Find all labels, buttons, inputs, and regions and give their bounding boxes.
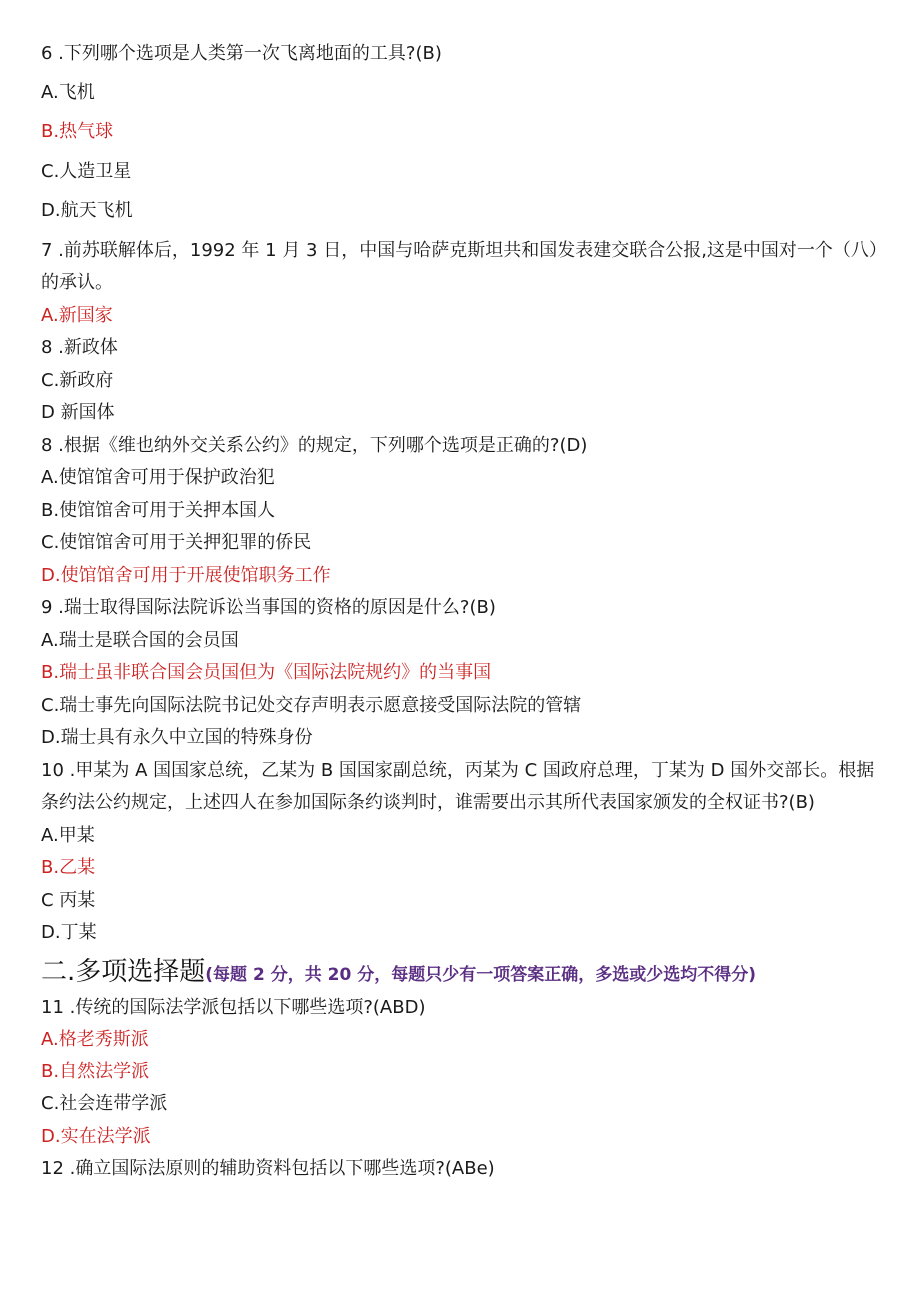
option-c: C.社会连带学派 — [41, 1093, 168, 1114]
option-a: A.使馆馆舍可用于保护政治犯 — [41, 467, 275, 488]
question-6: 6 .下列哪个选项是人类第一次飞离地面的工具?(B) — [41, 43, 442, 64]
section-title: 二.多项选择题 — [41, 957, 206, 987]
question-9: 9 .瑞士取得国际法院诉讼当事国的资格的原因是什么?(B) — [41, 597, 496, 618]
option-a: A.瑞士是联合国的会员国 — [41, 630, 239, 651]
question-11: 11 .传统的国际法学派包括以下哪些选项?(ABD) — [41, 997, 426, 1018]
option-c: C 丙某 — [41, 890, 96, 911]
option-d-answer: D.使馆馆舍可用于开展使馆职务工作 — [41, 565, 331, 586]
section-header — [41, 954, 880, 993]
option-a: A.甲某 — [41, 825, 95, 846]
option-b-answer: B.瑞士虽非联合国会员国但为《国际法院规约》的当事国 — [41, 662, 492, 683]
option-c: C.使馆馆舍可用于关押犯罪的侨民 — [41, 532, 312, 553]
option-b: B.使馆馆舍可用于关押本国人 — [41, 500, 276, 521]
option-a-answer: A.新国家 — [41, 305, 113, 326]
option-b-answer: B.自然法学派 — [41, 1061, 150, 1082]
option-c: C.瑞士事先向国际法院书记处交存声明表示愿意接受国际法院的管辖 — [41, 695, 582, 716]
option-c: C.新政府 — [41, 370, 114, 391]
option-b-answer: B.热气球 — [41, 121, 114, 142]
option-d-answer: D.实在法学派 — [41, 1126, 151, 1147]
option-d: D 新国体 — [41, 402, 115, 423]
question-8: 8 .根据《维也纳外交关系公约》的规定，下列哪个选项是正确的?(D) — [41, 435, 588, 456]
option-b: 8 .新政体 — [41, 337, 118, 358]
question-7: 7 .前苏联解体后，1992 年 1 月 3 日，中国与哈萨克斯坦共和国发表建交联合公报,这是中国对一个（八）的承认。 — [41, 240, 878, 293]
section-note: (每题 2 分，共 20 分，每题只少有一项答案正确，多选或少选均不得分) — [205, 965, 756, 985]
option-b-answer: B.乙某 — [41, 857, 96, 878]
option-d: D.瑞士具有永久中立国的特殊身份 — [41, 727, 313, 748]
option-a: A.飞机 — [41, 82, 95, 103]
question-12: 12 .确立国际法原则的辅助资料包括以下哪些选项?(ABe) — [41, 1158, 495, 1179]
option-d: D.丁某 — [41, 922, 97, 943]
option-a-answer: A.格老秀斯派 — [41, 1029, 149, 1050]
option-d: D.航天飞机 — [41, 200, 133, 221]
option-c: C.人造卫星 — [41, 161, 132, 182]
question-10: 10 .甲某为 A 国国家总统，乙某为 B 国国家副总统，丙某为 C 国政府总理，丁某为 D 国外交部长。根据条约法公约规定，上述四人在参加国际条约谈判时，谁需要出示其所代表国家颁发的全权证书?(B) — [41, 760, 875, 813]
